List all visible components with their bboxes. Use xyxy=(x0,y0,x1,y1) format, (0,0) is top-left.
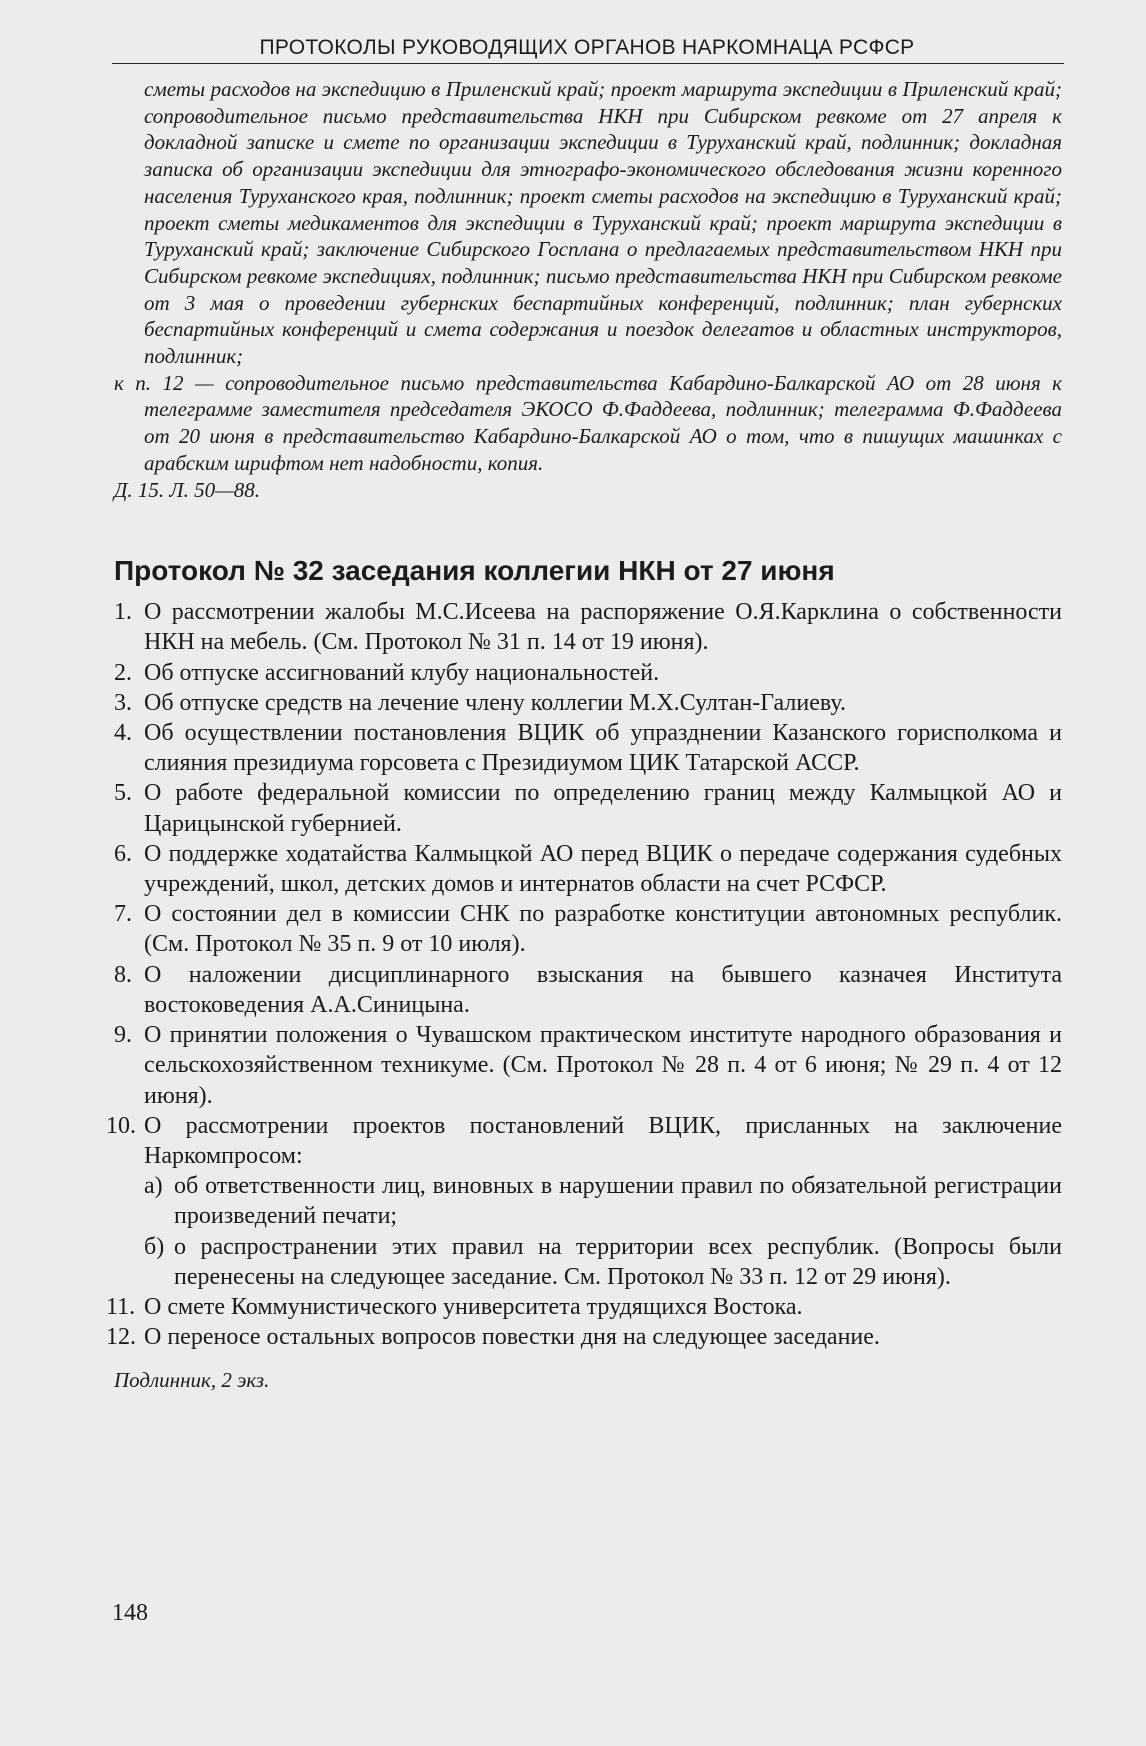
agenda-subitem: б) о распространении этих правил на территории всех республик. (Вопросы были перенесены на следующее заседание. См. Протокол № 33 п. 12 от 29 июня). xyxy=(144,1233,1062,1290)
agenda-subitems xyxy=(114,1171,1062,1292)
page-number: 148 xyxy=(112,1600,148,1626)
protocol-title: Протокол № 32 заседания коллегии НКН от 27 июня xyxy=(114,555,835,587)
main-content xyxy=(106,76,1062,1393)
document-note: Подлинник, 2 экз. xyxy=(114,1368,270,1393)
attachments-continuation: сметы расходов на экспедицию в Приленский край; проект маршрута экспедиции в Приленский край; сопроводительное письмо представительства НКН при Сибирском ревкоме от 27 апреля к докладной записке и смете по организации экспедиции в Туруханский край, подлинник; докладная записка об организации экспедиции для этнографо-экономического обследования жизни коренного населения Туруханского края, подлинник; проект сметы расходов на экспедицию в Туруханский край; проект сметы медикаментов для экспедиции в Туруханский край; проект маршрута экспедиции в Туруханский край; заключение Сибирского Госплана о предлагаемых представительством НКН при Сибирском ревкоме экспедициях, подлинник; письмо представительства НКН при Сибирском ревкоме от 3 мая о проведении губернских беспартийных конференций, подлинник; план губернских беспартийных конференций и смета содержания и поездок делегатов и областных инструкторов, подлинник; xyxy=(144,77,1062,369)
agenda-item: 12. О переносе остальных вопросов повестки дня на следующее заседание. xyxy=(106,1324,880,1351)
agenda-item: 7. О состоянии дел в комиссии СНК по разработке конституции автономных республик. (См. Протокол № 35 п. 9 от 10 июля). xyxy=(114,901,1062,958)
agenda-item: 6. О поддержке ходатайства Калмыцкой АО перед ВЦИК о передаче содержания судебных учреждений, школ, детских домов и интернатов области на счет РСФСР. xyxy=(114,840,1062,898)
agenda-item: 10. О рассмотрении проектов постановлений ВЦИК, присланных на заключение Наркомпросом: а) об ответственности лиц, виновных в нарушении правил по обязательной регистрации произведений печати; б) о распространении этих правил на территории всех республик. (Вопросы были перенесены на следующее заседание. См. Протокол № 33 п. 12 от 29 июня). xyxy=(114,1111,1062,1292)
archive-reference: Д. 15. Л. 50—88. xyxy=(114,477,261,502)
header-rule xyxy=(112,63,1064,64)
agenda-item: 9. О принятии положения о Чувашском практическом институте народного образования и сельскохозяйственном техникуме. (См. Протокол № 28 п. 4 от 6 июня; № 29 п. 4 от 12 июня). xyxy=(114,1022,1062,1109)
agenda-item: 2. Об отпуске ассигнований клубу национальностей. xyxy=(114,659,660,686)
agenda-item: 4. Об осуществлении постановления ВЦИК об упразднении Казанского горисполкома и слияния президиума горсовета с Президиумом ЦИК Татарской АССР. xyxy=(114,720,1062,777)
agenda-item: 3. Об отпуске средств на лечение члену коллегии М.Х.Султан-Галиеву. xyxy=(114,689,846,716)
agenda-item: 1. О рассмотрении жалобы М.С.Исеева на распоряжение О.Я.Карклина о собственности НКН на мебель. (См. Протокол № 31 п. 14 от 19 июня). xyxy=(114,599,1062,656)
agenda-item: 8. О наложении дисциплинарного взыскания на бывшего казначея Института востоковедения А.А.Синицына. xyxy=(114,961,1062,1018)
agenda-item: 5. О работе федеральной комиссии по определению границ между Калмыцкой АО и Царицынской губернией. xyxy=(114,780,1062,837)
attachments-list xyxy=(114,76,1062,503)
attachment-item-12: к п. 12 — сопроводительное письмо представительства Кабардино-Балкарской АО от 28 июня к телеграмме заместителя председателя ЭКОСО Ф.Фаддеева, подлинник; телеграмма Ф.Фаддеева от 20 июня в представительство Кабардино-Балкарской АО о том, что в пишущих машинках с арабским шрифтом нет надобности, копия. xyxy=(114,370,1062,475)
agenda-subitem: а) об ответственности лиц, виновных в нарушении правил по обязательной регистрации произведений печати; xyxy=(144,1173,1062,1230)
agenda-item: 11. О смете Коммунистического университета трудящихся Востока. xyxy=(106,1293,803,1320)
running-header: ПРОТОКОЛЫ РУКОВОДЯЩИХ ОРГАНОВ НАРКОМНАЦА РСФСР xyxy=(259,36,915,59)
agenda-list xyxy=(106,597,1062,1352)
